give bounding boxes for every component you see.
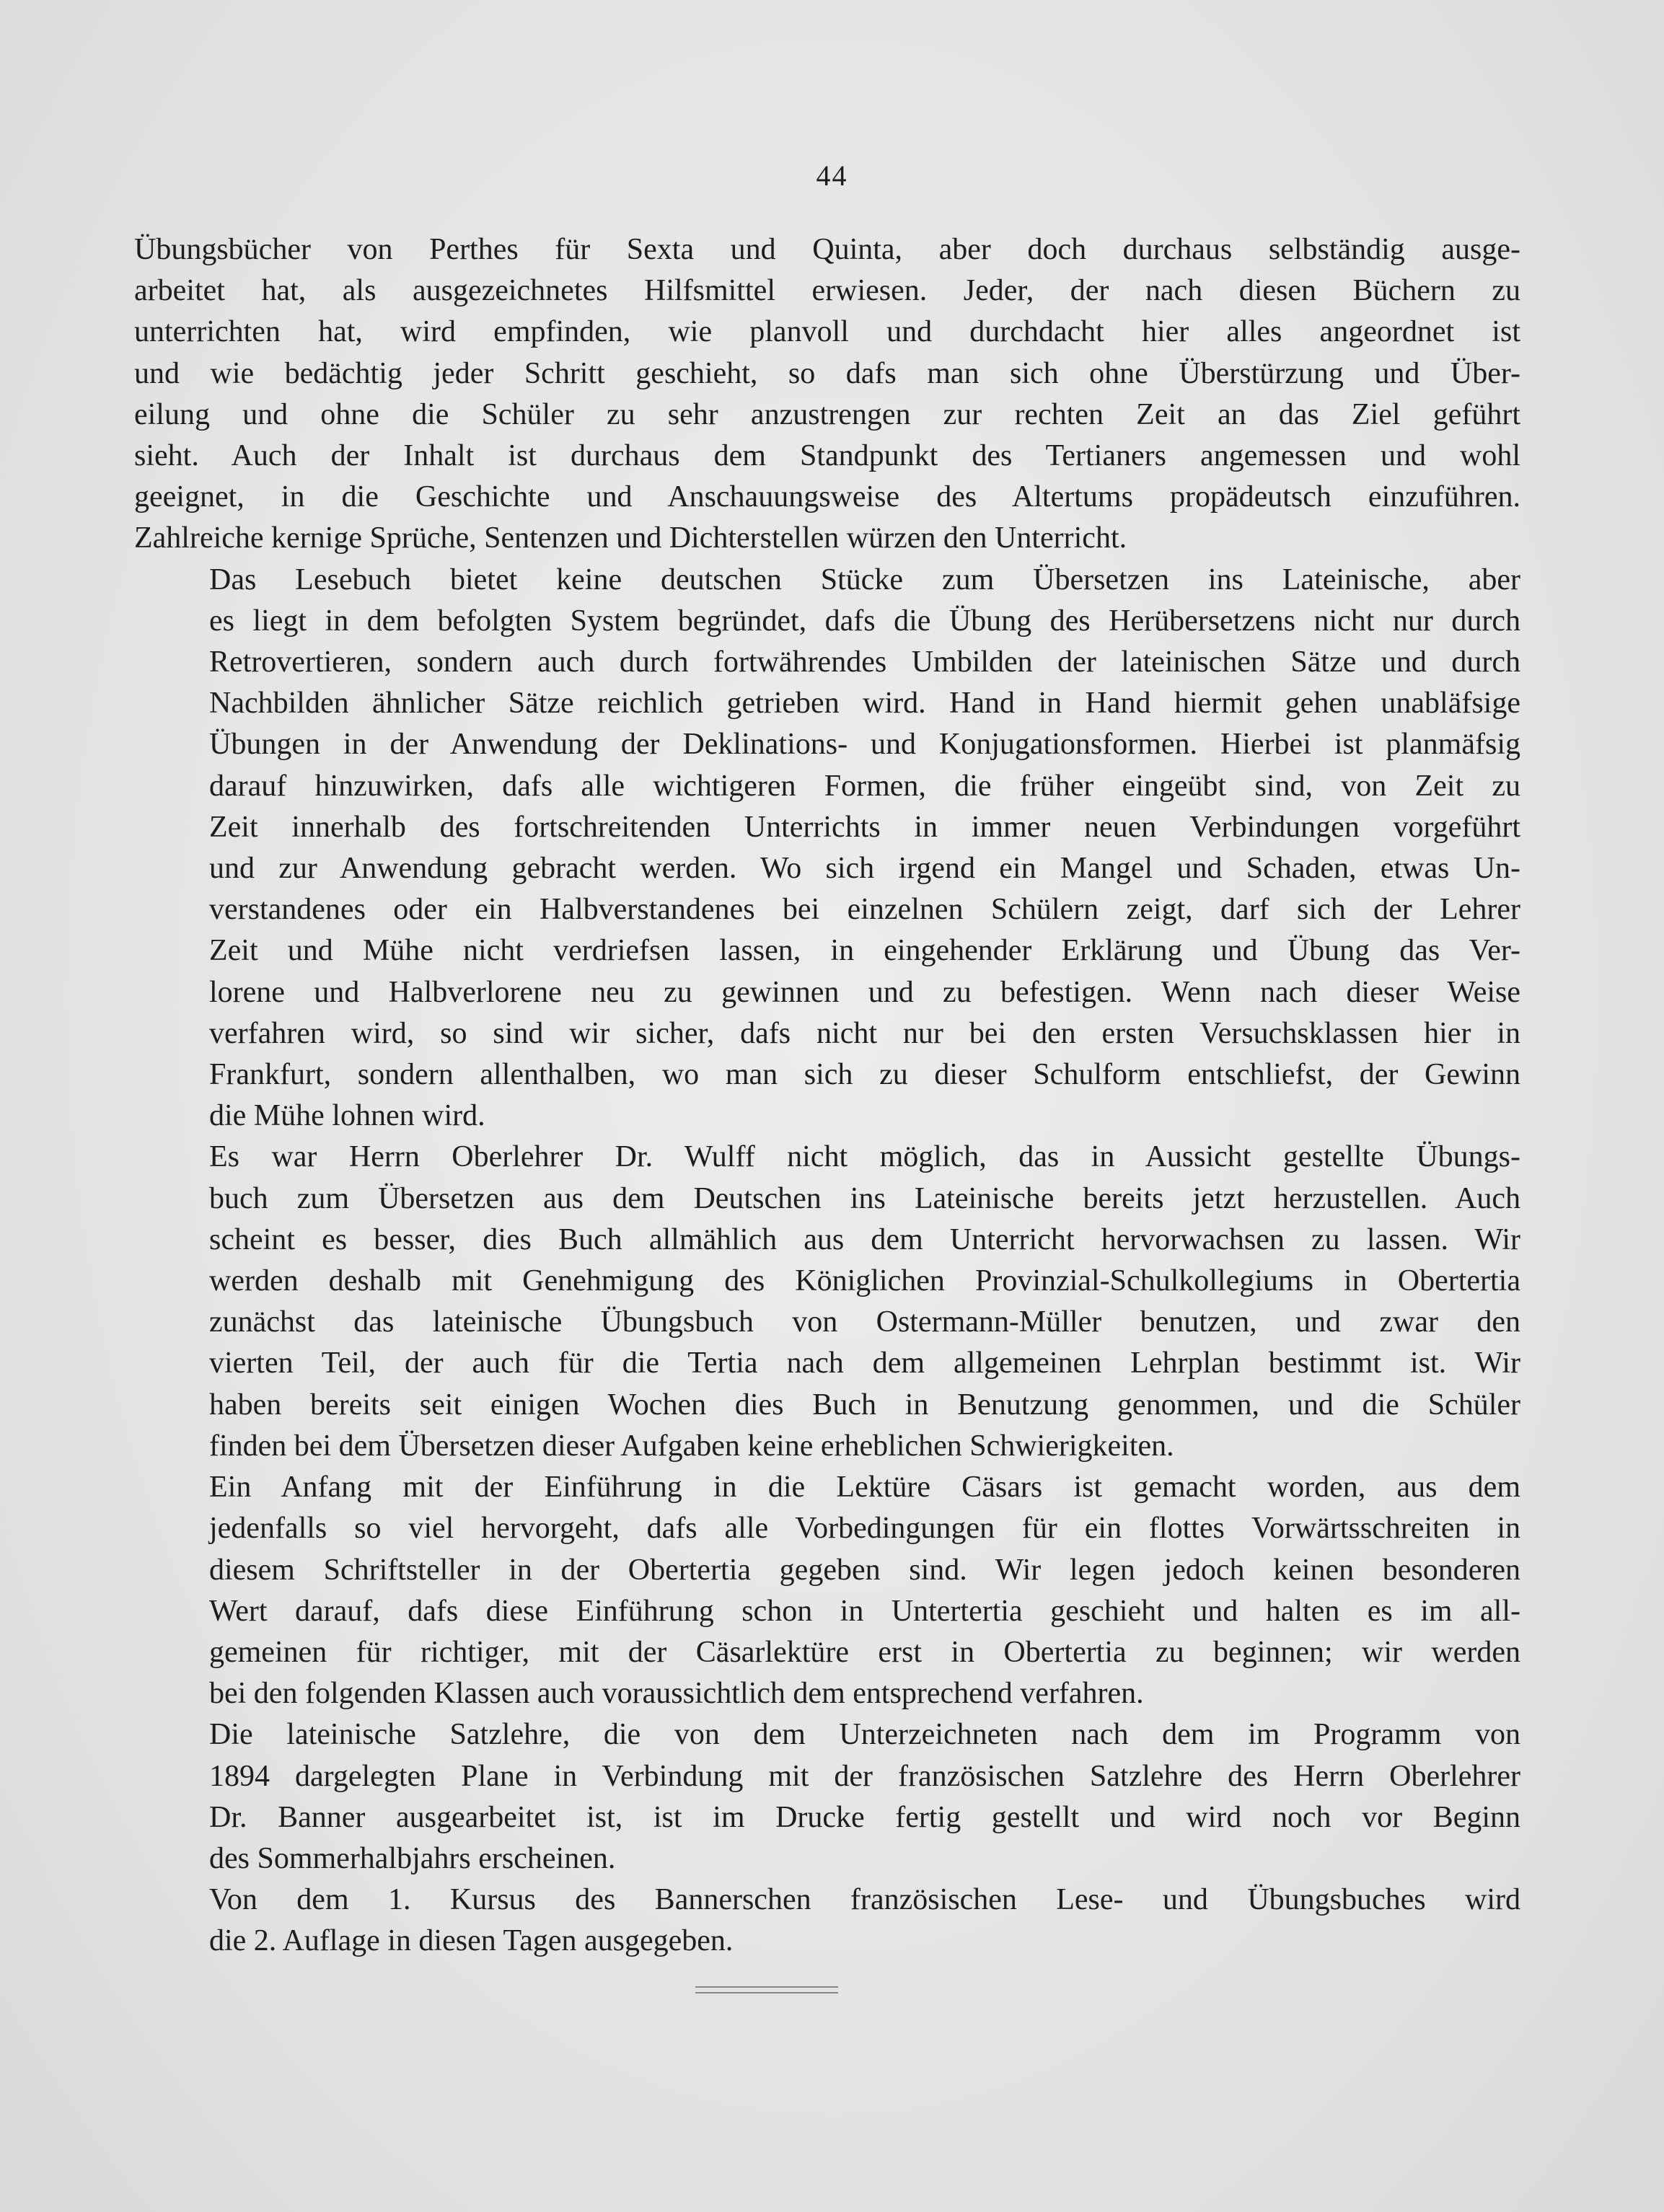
text-line: zunächst das lateinische Übungsbuch von Ostermann-Müller benutzen, und zwar den bbox=[209, 1305, 1520, 1339]
text-line: die Mühe lohnen wird. bbox=[209, 1099, 485, 1133]
text-line: Übungen in der Anwendung der Deklinations- und Konjugationsformen. Hierbei ist planmäfsig bbox=[209, 728, 1520, 762]
page-number: 44 bbox=[816, 159, 848, 192]
text-line: geeignet, in die Geschichte und Anschauungsweise des Altertums propädeutsch einzuführen. bbox=[134, 480, 1520, 514]
text-line: gemeinen für richtiger, mit der Cäsarlektüre erst in Obertertia zu beginnen; wir werden bbox=[209, 1635, 1520, 1669]
text-line: finden bei dem Übersetzen dieser Aufgaben keine erheblichen Schwierigkeiten. bbox=[209, 1429, 1174, 1463]
text-line: Zeit und Mühe nicht verdriefsen lassen, in eingehender Erklärung und Übung das Ver- bbox=[209, 934, 1520, 968]
paragraph bbox=[134, 229, 1520, 560]
text-line: Ein Anfang mit der Einführung in die Lektüre Cäsars ist gemacht worden, aus dem bbox=[209, 1471, 1520, 1504]
text-line: Zahlreiche kernige Sprüche, Sentenzen und Dichterstellen würzen den Unterricht. bbox=[134, 521, 1127, 555]
text-line: haben bereits seit einigen Wochen dies Buch in Benutzung genommen, und die Schüler bbox=[209, 1388, 1520, 1422]
text-line: jedenfalls so viel hervorgeht, dafs alle Vorbedingungen für ein flottes Vorwärtsschreiten in bbox=[209, 1512, 1520, 1546]
text-line: verstandenes oder ein Halbverstandenes bei einzelnen Schülern zeigt, darf sich der Lehrer bbox=[209, 893, 1520, 927]
text-line: 1894 dargelegten Plane in Verbindung mit der französischen Satzlehre des Herrn Oberlehrer bbox=[209, 1759, 1520, 1793]
text-line: diesem Schriftsteller in der Obertertia gegeben sind. Wir legen jedoch keinen besonderen bbox=[209, 1553, 1520, 1587]
text-line: darauf hinzuwirken, dafs alle wichtigeren Formen, die früher eingeübt sind, von Zeit zu bbox=[209, 769, 1520, 803]
text-line: arbeitet hat, als ausgezeichnetes Hilfsmittel erwiesen. Jeder, der nach diesen Büchern zu bbox=[134, 274, 1520, 308]
text-line: Nachbilden ähnlicher Sätze reichlich getrieben wird. Hand in Hand hiermit gehen unabläfsige bbox=[209, 687, 1520, 721]
text-line: verfahren wird, so sind wir sicher, dafs nicht nur bei den ersten Versuchsklassen hier in bbox=[209, 1016, 1520, 1050]
body-text bbox=[134, 229, 1520, 1962]
text-line: bei den folgenden Klassen auch voraussichtlich dem entsprechend verfahren. bbox=[209, 1677, 1144, 1711]
paragraph bbox=[134, 1137, 1520, 1467]
text-line: Dr. Banner ausgearbeitet ist, ist im Drucke fertig gestellt und wird noch vor Beginn bbox=[209, 1800, 1520, 1834]
text-line: und wie bedächtig jeder Schritt geschieht, so dafs man sich ohne Überstürzung und Über- bbox=[134, 356, 1520, 390]
text-line: und zur Anwendung gebracht werden. Wo sich irgend ein Mangel und Schaden, etwas Un- bbox=[209, 852, 1520, 886]
text-line: lorene und Halbverlorene neu zu gewinnen und zu befestigen. Wenn nach dieser Weise bbox=[209, 975, 1520, 1009]
text-line: des Sommerhalbjahrs erscheinen. bbox=[209, 1841, 616, 1875]
text-line: Das Lesebuch bietet keine deutschen Stücke zum Übersetzen ins Lateinische, aber bbox=[209, 563, 1520, 596]
text-line: vierten Teil, der auch für die Tertia nach dem allgemeinen Lehrplan bestimmt ist. Wir bbox=[209, 1347, 1520, 1380]
text-line: unterrichten hat, wird empfinden, wie planvoll und durchdacht hier alles angeordnet ist bbox=[134, 315, 1520, 349]
text-line: eilung und ohne die Schüler zu sehr anzustrengen zur rechten Zeit an das Ziel geführt bbox=[134, 397, 1520, 431]
end-rule bbox=[695, 1986, 838, 1993]
text-line: Die lateinische Satzlehre, die von dem Unterzeichneten nach dem im Programm von bbox=[209, 1718, 1520, 1752]
text-line: Von dem 1. Kursus des Bannerschen französischen Lese- und Übungsbuches wird bbox=[209, 1883, 1520, 1917]
text-line: Es war Herrn Oberlehrer Dr. Wulff nicht möglich, das in Aussicht gestellte Übungs- bbox=[209, 1140, 1520, 1174]
text-line: Zeit innerhalb des fortschreitenden Unterrichts in immer neuen Verbindungen vorgeführt bbox=[209, 810, 1520, 844]
text-line: Retrovertieren, sondern auch durch fortwährendes Umbilden der lateinischen Sätze und durch bbox=[209, 645, 1520, 679]
text-line: sieht. Auch der Inhalt ist durchaus dem Standpunkt des Tertianers angemessen und wohl bbox=[134, 439, 1520, 473]
text-line: buch zum Übersetzen aus dem Deutschen ins Lateinische bereits jetzt herzustellen. Auch bbox=[209, 1181, 1520, 1215]
text-line: Frankfurt, sondern allenthalben, wo man sich zu dieser Schulform entschliefst, der Gewinn bbox=[209, 1058, 1520, 1092]
text-line: die 2. Auflage in diesen Tagen ausgegeben. bbox=[209, 1924, 734, 1958]
text-line: Wert darauf, dafs diese Einführung schon in Untertertia geschieht und halten es im all- bbox=[209, 1594, 1520, 1628]
text-line: es liegt in dem befolgten System begründet, dafs die Übung des Herübersetzens nicht nur durch bbox=[209, 604, 1520, 638]
paragraph bbox=[134, 1880, 1520, 1962]
text-line: Übungsbücher von Perthes für Sexta und Quinta, aber doch durchaus selbständig ausge- bbox=[134, 233, 1520, 266]
paragraph bbox=[134, 1467, 1520, 1714]
text-line: scheint es besser, dies Buch allmählich aus dem Unterricht hervorwachsen zu lassen. Wir bbox=[209, 1222, 1520, 1256]
paragraph bbox=[134, 560, 1520, 1137]
paragraph bbox=[134, 1714, 1520, 1880]
text-line: werden deshalb mit Genehmigung des Königlichen Provinzial-Schulkollegiums in Obertertia bbox=[209, 1264, 1520, 1298]
